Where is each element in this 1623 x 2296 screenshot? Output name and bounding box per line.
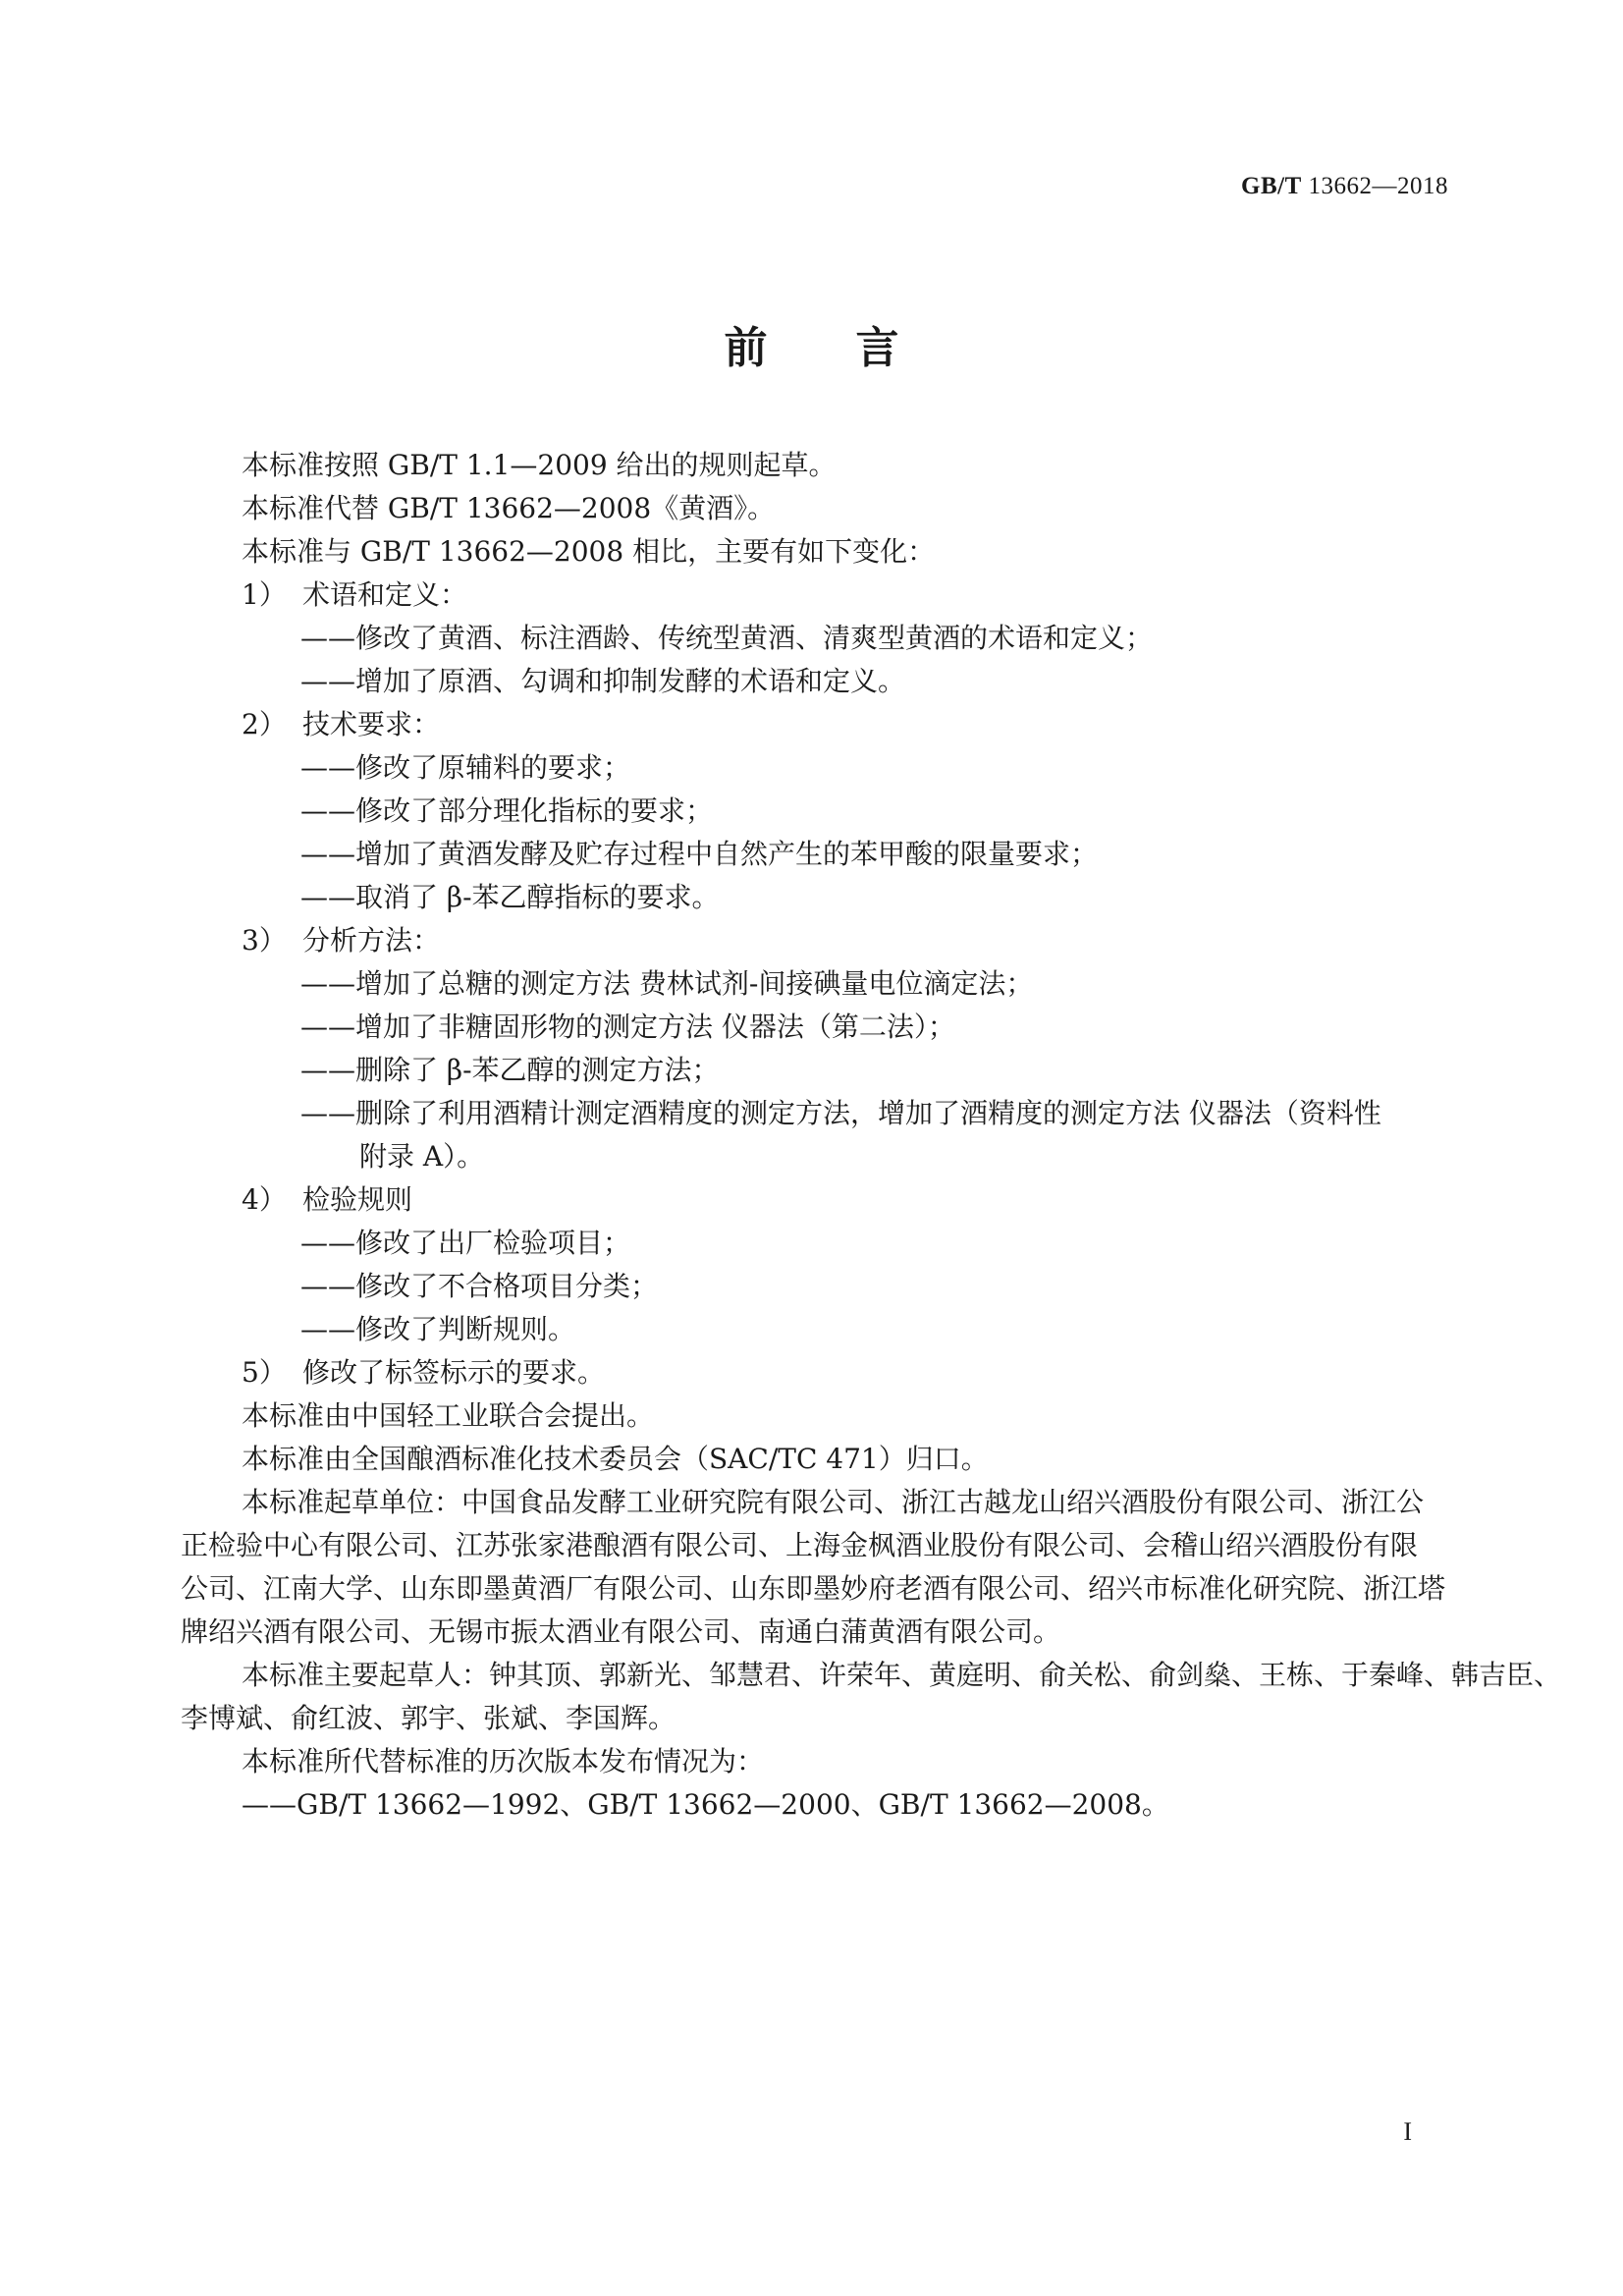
- page-title: 前言: [724, 323, 988, 373]
- list-item-text: 修改了标签标示的要求。: [302, 1356, 606, 1389]
- list-item-text: 术语和定义：: [302, 578, 468, 611]
- list-item-number: 4）: [242, 1183, 287, 1216]
- dash-item: ——修改了黄酒、标注酒龄、传统型黄酒、清爽型黄酒的术语和定义；: [300, 622, 1154, 654]
- dash-item: ——删除了 β-苯乙醇的测定方法；: [300, 1054, 720, 1086]
- paragraph-changes-intro: 本标准与 GB/T 13662—2008 相比，主要有如下变化：: [242, 535, 936, 568]
- dash-item: ——修改了原辅料的要求；: [300, 751, 631, 784]
- list-item-text: 分析方法：: [302, 924, 441, 957]
- list-item-technical: [181, 703, 1451, 746]
- paragraph-history-intro: 本标准所代替标准的历次版本发布情况为：: [242, 1745, 765, 1777]
- list-item-number: 2）: [242, 708, 287, 740]
- list-item-number: 3）: [242, 924, 287, 957]
- list-item-number: 1）: [242, 578, 287, 611]
- dash-item: ——增加了非糖固形物的测定方法 仪器法（第二法）；: [300, 1011, 955, 1043]
- paragraph-drafting-rules: 本标准按照 GB/T 1.1—2009 给出的规则起草。: [242, 449, 837, 481]
- dash-item: ——修改了不合格项目分类；: [300, 1270, 659, 1302]
- dash-item: ——修改了出厂检验项目；: [300, 1227, 631, 1259]
- list-item-number: 5）: [242, 1356, 287, 1389]
- paragraph-drafters-line: 本标准主要起草人：钟其顶、郭新光、邹慧君、许荣年、黄庭明、俞关松、俞剑燊、王栋、于秦峰、韩吉臣、: [242, 1659, 1562, 1691]
- paragraph-history-versions: ——GB/T 13662—1992、GB/T 13662—2000、GB/T 13662—2008。: [242, 1788, 1169, 1821]
- dash-item-continuation: 附录 A）。: [359, 1140, 485, 1173]
- paragraph-drafting-units-line: 正检验中心有限公司、江苏张家港酿酒有限公司、上海金枫酒业股份有限公司、会稽山绍兴酒股份有限: [181, 1529, 1419, 1561]
- list-item-labeling: [181, 1351, 1451, 1394]
- paragraph-drafters-line: 李博斌、俞红波、郭宇、张斌、李国辉。: [181, 1702, 676, 1734]
- dash-item: ——增加了总糖的测定方法 费林试剂-间接碘量电位滴定法；: [300, 967, 1034, 1000]
- dash-item: ——删除了利用酒精计测定酒精度的测定方法，增加了酒精度的测定方法 仪器法（资料性: [300, 1097, 1381, 1129]
- paragraph-drafting-units-line: 本标准起草单位：中国食品发酵工业研究院有限公司、浙江古越龙山绍兴酒股份有限公司、浙江公: [242, 1486, 1425, 1518]
- list-item-text: 检验规则: [302, 1183, 413, 1216]
- paragraph-drafting-units-line: 公司、江南大学、山东即墨黄酒厂有限公司、山东即墨妙府老酒有限公司、绍兴市标准化研究院、浙江塔: [181, 1572, 1446, 1605]
- list-item-terms: [181, 574, 1451, 617]
- paragraph-centralized-by: 本标准由全国酿酒标准化技术委员会（SAC/TC 471）归口。: [242, 1443, 989, 1475]
- dash-item: ——取消了 β-苯乙醇指标的要求。: [300, 881, 720, 913]
- paragraph-drafting-units-line: 牌绍兴酒有限公司、无锡市振太酒业有限公司、南通白蒲黄酒有限公司。: [181, 1615, 1061, 1648]
- paragraph-replaces: 本标准代替 GB/T 13662—2008《黄酒》。: [242, 492, 776, 524]
- dash-item: ——修改了部分理化指标的要求；: [300, 794, 714, 827]
- standard-code-prefix: GB/T: [1241, 173, 1302, 199]
- standard-code: [1241, 173, 1448, 200]
- list-item-methods: [181, 919, 1451, 962]
- dash-item: ——增加了黄酒发酵及贮存过程中自然产生的苯甲酸的限量要求；: [300, 838, 1099, 870]
- dash-item: ——修改了判断规则。: [300, 1313, 576, 1345]
- list-item-text: 技术要求：: [302, 708, 441, 740]
- page-number: I: [1403, 2117, 1412, 2146]
- standard-code-number: 13662—2018: [1308, 173, 1448, 199]
- list-item-inspection: [181, 1178, 1451, 1222]
- foreword-body: [181, 444, 1562, 1827]
- paragraph-proposed-by: 本标准由中国轻工业联合会提出。: [242, 1399, 655, 1432]
- dash-item: ——增加了原酒、勾调和抑制发酵的术语和定义。: [300, 665, 906, 697]
